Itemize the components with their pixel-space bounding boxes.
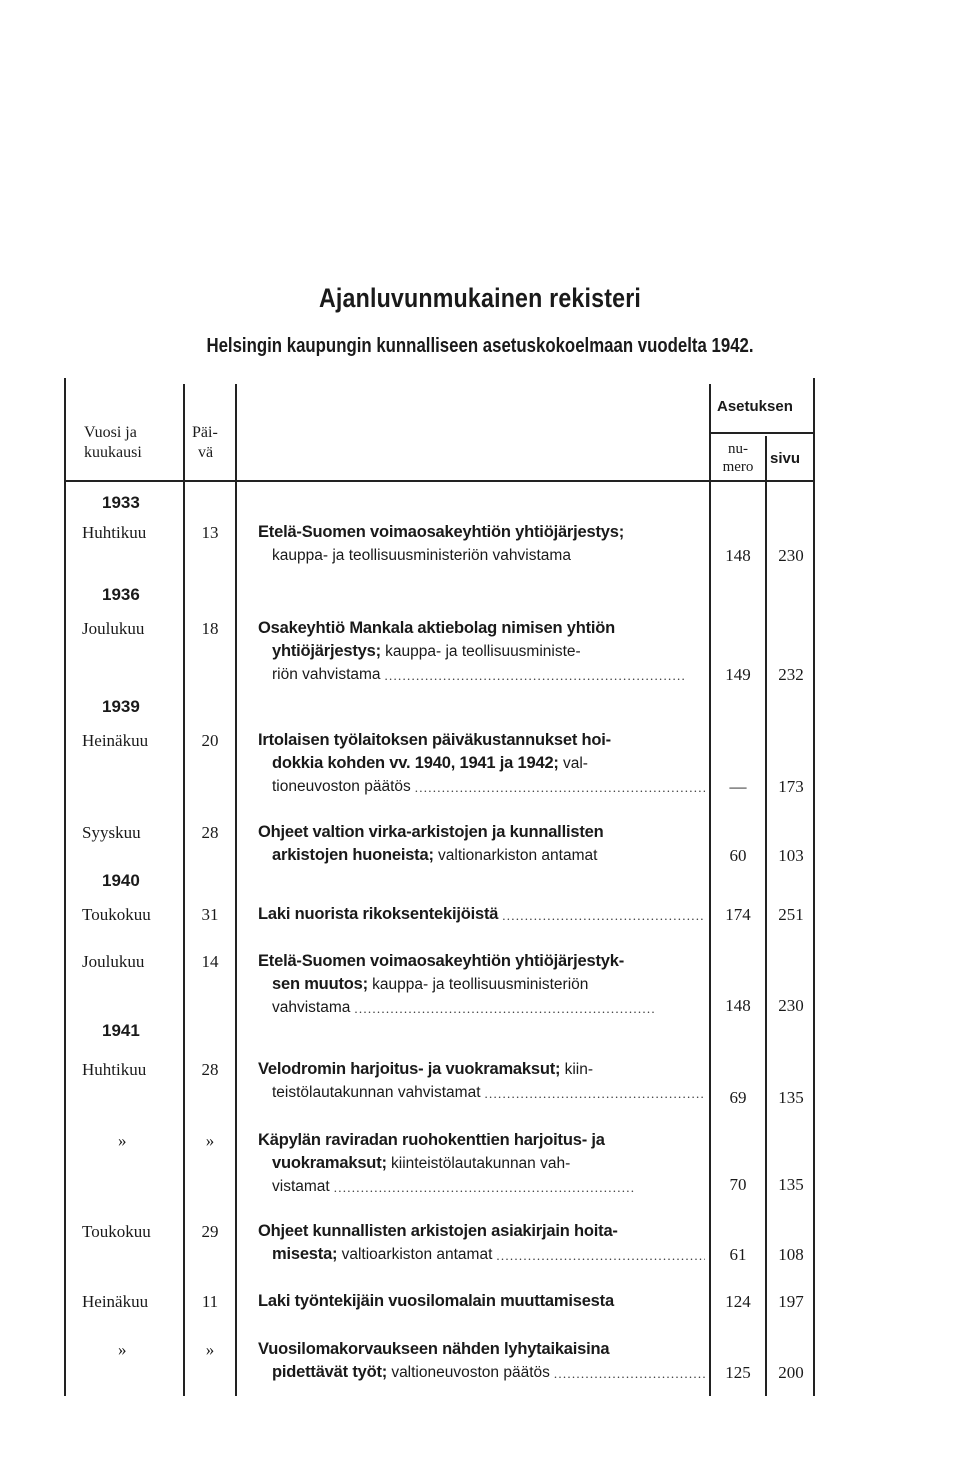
table-row-month: » — [118, 1340, 127, 1359]
table-row-month: Heinäkuu — [82, 1292, 149, 1311]
table-row-month: Huhtikuu — [82, 523, 147, 542]
table-row-page: 197 — [778, 1292, 804, 1311]
entry-text: val- — [562, 755, 588, 772]
table-row-month: Syyskuu — [82, 823, 141, 842]
table-row-day: 14 — [201, 952, 219, 971]
table-row-month: » — [118, 1131, 127, 1150]
header-year-month-line1: Vuosi ja — [84, 424, 137, 441]
table-row-number: 149 — [725, 665, 751, 684]
leader-dots — [381, 663, 705, 687]
entry-title: vuokramaksut; — [272, 1154, 387, 1172]
table-row-day: 28 — [201, 823, 219, 842]
column-divider-day — [183, 384, 185, 1396]
table-row-entry — [258, 1290, 705, 1313]
table-row-day: 20 — [201, 731, 219, 750]
column-divider-number — [709, 384, 711, 1396]
header-day-line2: vä — [198, 444, 214, 461]
header-page: sivu — [770, 450, 801, 467]
header-divider-ordinance — [709, 432, 813, 434]
table-row-number: — — [729, 777, 747, 796]
table-row-page: 251 — [778, 905, 804, 924]
leader-dots — [350, 996, 705, 1020]
table-row-day: 31 — [201, 905, 219, 924]
page-subtitle: Helsingin kaupungin kunnalliseen asetuskokoelmaan vuodelta 1942. — [206, 335, 754, 357]
table-row-page: 230 — [778, 546, 804, 565]
entry-title: dokkia kohden vv. 1940, 1941 ja 1942; — [272, 754, 559, 772]
table-row-page: 173 — [778, 777, 804, 796]
entry-text: valtioneuvoston päätös — [391, 1364, 550, 1381]
table-row-entry — [258, 821, 705, 867]
table-row-day: » — [205, 1131, 215, 1150]
entry-title: arkistojen huoneista; — [272, 846, 434, 864]
leader-dots — [330, 1175, 705, 1199]
entry-text: vahvistama — [272, 999, 351, 1016]
table-row-page: 103 — [778, 846, 804, 865]
table-row-number: 148 — [725, 546, 751, 565]
header-bottom-rule — [64, 480, 814, 482]
entry-text: valtionarkiston antamat — [438, 847, 598, 864]
table-row-entry — [258, 617, 705, 687]
leader-dots — [411, 775, 705, 799]
header-number-line1: nu- — [728, 441, 748, 457]
header-number — [712, 440, 764, 476]
table-row-number: 69 — [729, 1088, 747, 1107]
page-title: Ajanluvunmukainen rekisteri — [318, 283, 642, 313]
table-row-entry — [258, 729, 705, 799]
table-row-day: 13 — [201, 523, 219, 542]
table-row-page: 230 — [778, 996, 804, 1015]
entry-title: misesta; — [272, 1245, 338, 1263]
table-row-number: 125 — [725, 1363, 751, 1382]
table-row-month: Toukokuu — [82, 905, 151, 924]
table-row-day: » — [205, 1340, 215, 1359]
table-row-day: 29 — [201, 1222, 219, 1241]
year-label: 1939 — [102, 697, 140, 716]
entry-title: yhtiöjärjestys; — [272, 642, 381, 660]
entry-text: kauppa- ja teollisuusministe- — [385, 643, 581, 660]
entry-text: kiin- — [564, 1061, 593, 1078]
table-border-left — [64, 378, 66, 1396]
leader-dots — [492, 1243, 705, 1267]
table-row-page: 200 — [778, 1363, 804, 1382]
table-row-month: Heinäkuu — [82, 731, 149, 750]
entry-title: Irtolaisen työlaitoksen päiväkustannukset hoi- — [258, 731, 611, 749]
table-row-page: 108 — [778, 1245, 804, 1264]
table-row-number: 60 — [729, 846, 747, 865]
header-day — [192, 423, 218, 463]
year-label: 1941 — [102, 1021, 140, 1040]
entry-text: teistölautakunnan vahvistamat — [272, 1084, 481, 1101]
table-row-entry — [258, 1220, 705, 1267]
entry-title: sen muutos; — [272, 975, 368, 993]
entry-text: tioneuvoston päätös — [272, 778, 411, 795]
column-divider-entry — [235, 384, 237, 1396]
entry-title: Osakeyhtiö Mankala aktiebolag nimisen yhtiön — [258, 619, 616, 637]
table-row-number: 148 — [725, 996, 751, 1015]
table-row-entry — [258, 903, 705, 927]
table-row-number: 124 — [725, 1292, 751, 1311]
year-label: 1936 — [102, 585, 140, 604]
entry-text: riön vahvistama — [272, 666, 381, 683]
table-row-month: Joulukuu — [82, 952, 145, 971]
entry-text: vistamat — [272, 1178, 330, 1195]
entry-title: Vuosilomakorvaukseen nähden lyhytaikaisina — [258, 1340, 610, 1358]
table-row-page: 135 — [778, 1088, 804, 1107]
entry-text: valtioarkiston antamat — [341, 1246, 493, 1263]
header-ordinance: Asetuksen — [717, 398, 793, 415]
table-row-entry — [258, 521, 705, 567]
entry-title: Laki nuorista rikoksentekijöistä — [258, 905, 499, 923]
entry-title: Ohjeet valtion virka-arkistojen ja kunnallisten — [258, 823, 604, 841]
table-row-day: 11 — [201, 1292, 219, 1311]
entry-title: Etelä-Suomen voimaosakeyhtiön yhtiöjärjestyk- — [258, 952, 625, 970]
entry-title: Laki työntekijäin vuosilomalain muuttamisesta — [258, 1292, 614, 1310]
table-row-day: 18 — [201, 619, 219, 638]
table-row-page: 135 — [778, 1175, 804, 1194]
table-row-day: 28 — [201, 1060, 219, 1079]
header-year-month — [84, 423, 142, 463]
leader-dots — [498, 903, 705, 927]
entry-title: Etelä-Suomen voimaosakeyhtiön yhtiöjärjestys; — [258, 523, 625, 541]
entry-title: pidettävät työt; — [272, 1363, 388, 1381]
year-label: 1940 — [102, 871, 140, 890]
table-row-number: 70 — [729, 1175, 747, 1194]
header-number-line2: mero — [722, 459, 754, 475]
entry-title: Ohjeet kunnallisten arkistojen asiakirjain hoita- — [258, 1222, 618, 1240]
leader-dots — [481, 1081, 705, 1105]
header-day-line1: Päi- — [192, 424, 218, 441]
table-row-month: Joulukuu — [82, 619, 145, 638]
year-label: 1933 — [102, 493, 140, 512]
table-row-entry — [258, 1058, 705, 1105]
entry-text: kiinteistölautakunnan vah- — [391, 1155, 571, 1172]
entry-text: kauppa- ja teollisuusministeriön — [372, 976, 589, 993]
entry-title: Käpylän raviradan ruohokenttien harjoitus- ja — [258, 1131, 605, 1149]
table-row-page: 232 — [778, 665, 804, 684]
table-row-entry — [258, 950, 705, 1020]
entry-title: Velodromin harjoitus- ja vuokramaksut; — [258, 1060, 561, 1078]
table-row-entry — [258, 1129, 705, 1199]
table-row-month: Huhtikuu — [82, 1060, 147, 1079]
header-year-month-line2: kuukausi — [84, 444, 142, 461]
table-row-month: Toukokuu — [82, 1222, 151, 1241]
table-row-number: 61 — [729, 1245, 747, 1264]
leader-dots — [550, 1361, 705, 1385]
table-row-entry — [258, 1338, 705, 1385]
entry-text: kauppa- ja teollisuusministeriön vahvistama — [272, 547, 571, 564]
table-row-number: 174 — [725, 905, 751, 924]
